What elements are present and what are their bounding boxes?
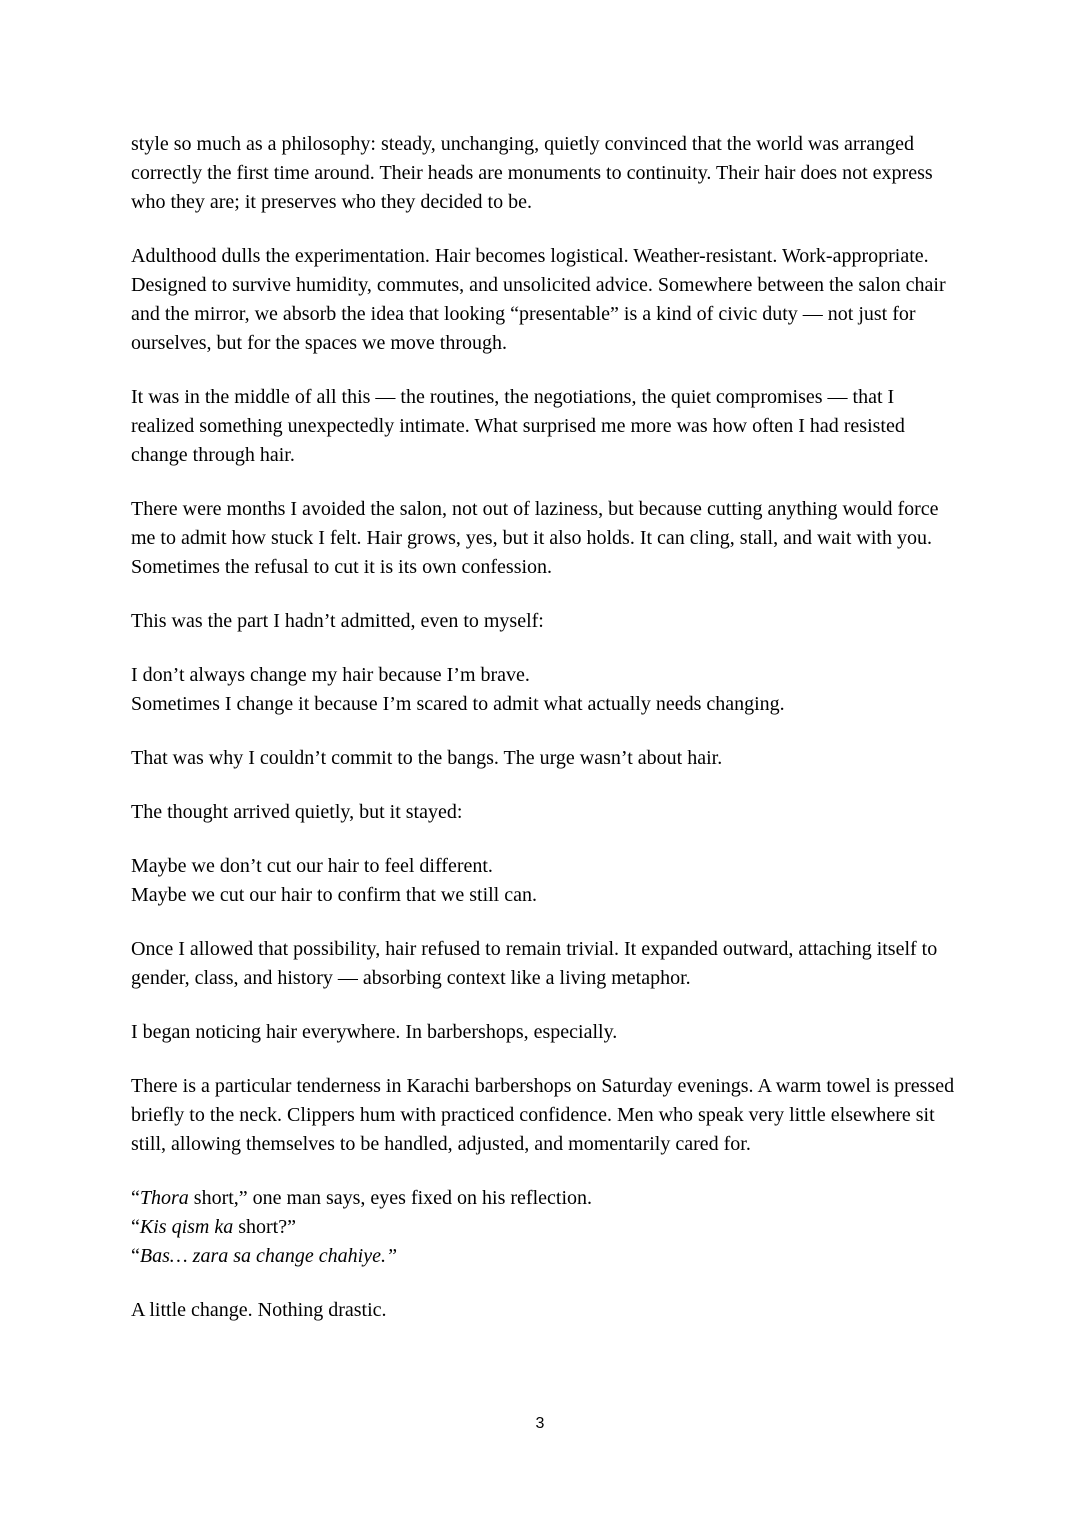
paragraph: Once I allowed that possibility, hair refused to remain trivial. It expanded outward, attaching itself to gender, class, and history — absorbing context like a living metaphor. <box>131 938 938 989</box>
stanza-line: Maybe we cut our hair to confirm that we still can. <box>131 884 537 906</box>
paragraph: style so much as a philosophy: steady, unchanging, quietly convinced that the world was arranged correctly the first time around. Their heads are monuments to continuity. Their hair does not express who they are; it preserves who they decided to be. <box>131 133 933 213</box>
stanza-line: I don’t always change my hair because I’m brave. <box>131 664 530 686</box>
paragraph: There were months I avoided the salon, not out of laziness, but because cutting anything would force me to admit how stuck I felt. Hair grows, yes, but it also holds. It can cling, stall, and wait with you. Sometimes the refusal to cut it is its own confession. <box>131 498 939 578</box>
dialogue-line: “Kis qism ka short?” <box>131 1216 296 1238</box>
dialogue-line: “Thora short,” one man says, eyes fixed on his reflection. <box>131 1187 593 1209</box>
dialogue-line: “Bas… zara sa change chahiye.” <box>131 1245 398 1267</box>
dialogue-block <box>131 1184 961 1271</box>
paragraph-stanza <box>131 661 961 719</box>
paragraph: It was in the middle of all this — the routines, the negotiations, the quiet compromises — that I realized something unexpectedly intimate. What surprised me more was how often I had resisted change through hair. <box>131 386 905 466</box>
stanza-line: Sometimes I change it because I’m scared to admit what actually needs changing. <box>131 693 785 715</box>
paragraph: That was why I couldn’t commit to the bangs. The urge wasn’t about hair. <box>131 747 723 769</box>
paragraph: There is a particular tenderness in Karachi barbershops on Saturday evenings. A warm towel is pressed briefly to the neck. Clippers hum with practiced confidence. Men who speak very little elsewhere sit still, allowing themselves to be handled, adjusted, and momentarily cared for. <box>131 1075 955 1155</box>
paragraph: The thought arrived quietly, but it stayed: <box>131 801 463 823</box>
closing-paragraph: A little change. Nothing drastic. <box>131 1299 387 1321</box>
paragraph-stanza <box>131 852 961 910</box>
body-text <box>131 130 961 1350</box>
paragraph: This was the part I hadn’t admitted, even to myself: <box>131 610 544 632</box>
paragraph: I began noticing hair everywhere. In barbershops, especially. <box>131 1021 618 1043</box>
stanza-line: Maybe we don’t cut our hair to feel different. <box>131 855 493 877</box>
paragraph: Adulthood dulls the experimentation. Hair becomes logistical. Weather-resistant. Work-appropriate. Designed to survive humidity, commutes, and unsolicited advice. Somewhere between the salon chair and the mirror, we absorb the idea that looking “presentable” is a kind of civic duty — not just for ourselves, but for the spaces we move through. <box>131 245 946 354</box>
page-number: 3 <box>535 1415 545 1432</box>
